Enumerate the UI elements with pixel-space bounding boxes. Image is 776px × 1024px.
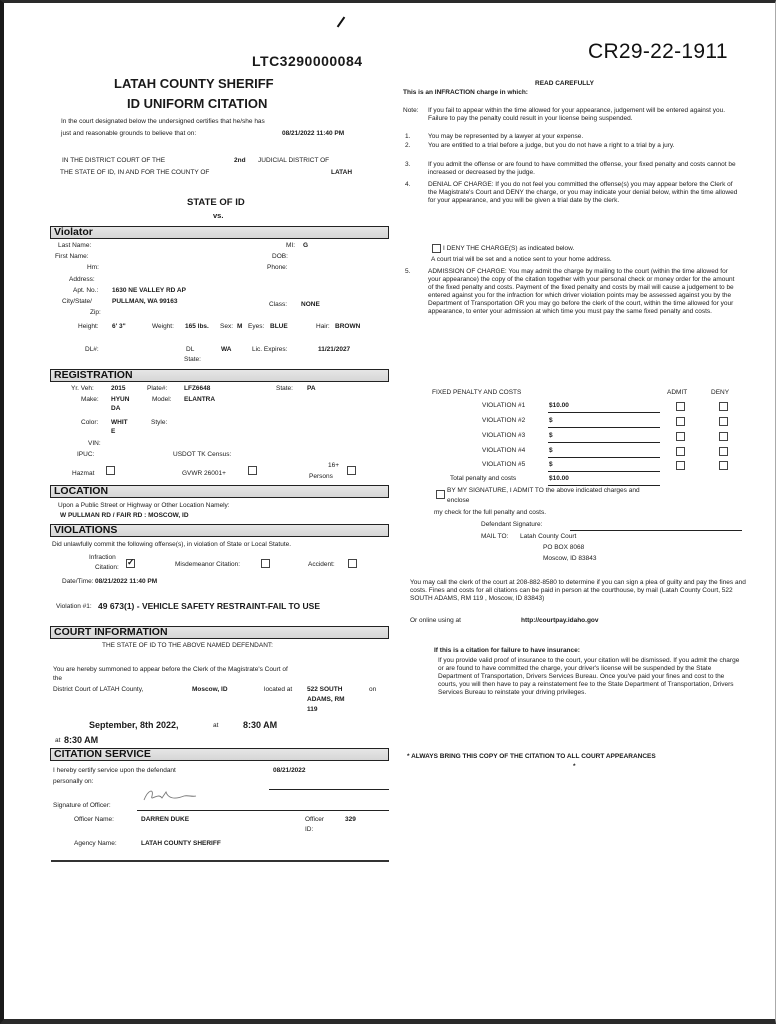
- state-value: PA: [307, 385, 316, 392]
- admit-column-header: ADMIT: [667, 389, 688, 396]
- defendant-signature-line[interactable]: [570, 530, 742, 531]
- weight-label: Weight:: [152, 323, 174, 330]
- violation-3-admit-checkbox[interactable]: [676, 432, 685, 441]
- item-2-text: You are entitled to a trial before a judge, but you do not have a right to a trial by a jury.: [428, 142, 675, 149]
- agency-title: LATAH COUNTY SHERIFF: [114, 76, 274, 91]
- court-section-header: COURT INFORMATION: [50, 626, 389, 639]
- color-value-b: E: [111, 428, 116, 435]
- infraction-subheading: This is an INFRACTION charge in which:: [403, 89, 528, 96]
- violation-4-admit-checkbox[interactable]: [676, 447, 685, 456]
- plate-label: Plate#:: [147, 385, 168, 392]
- weight-value: 165 lbs.: [185, 323, 209, 330]
- city-value: PULLMAN, WA 99163: [112, 298, 178, 305]
- violation-3-penalty-label: VIOLATION #3: [482, 432, 526, 439]
- online-label: Or online using at: [410, 617, 461, 624]
- state-label: State:: [276, 385, 293, 392]
- gvwr-label: GVWR 26001+: [182, 470, 226, 477]
- eyes-value: BLUE: [270, 323, 288, 330]
- form-title: ID UNIFORM CITATION: [127, 96, 268, 111]
- infraction-label-a: Infraction: [89, 554, 116, 561]
- mail-to-line-3: Moscow, ID 83843: [543, 555, 597, 562]
- violation-1-label: Violation #1:: [56, 603, 92, 610]
- court-address-a: 522 SOUTH: [307, 686, 343, 693]
- court-line-1b: JUDICIAL DISTRICT OF: [258, 157, 330, 164]
- insurance-heading: If this is a citation for failure to have insurance:: [434, 647, 580, 654]
- officer-id: 329: [345, 816, 356, 823]
- admit-signature-checkbox[interactable]: [436, 490, 445, 499]
- violation-3-penalty-amount: $: [549, 432, 553, 439]
- hm-label: Hm:: [87, 264, 99, 271]
- infraction-checkbox[interactable]: [126, 559, 135, 568]
- court-line-1a: IN THE DISTRICT COURT OF THE: [62, 157, 166, 164]
- location-section-header: LOCATION: [50, 485, 389, 498]
- phone-label: Phone:: [267, 264, 288, 271]
- court-county: LATAH: [331, 169, 353, 176]
- state-of: STATE OF ID: [187, 197, 245, 208]
- penalty-line-1: [548, 412, 660, 413]
- court-city: Moscow, ID: [192, 686, 228, 693]
- item-2-num: 2.: [405, 142, 411, 149]
- item-1-num: 1.: [405, 133, 411, 140]
- violation-4-deny-checkbox[interactable]: [719, 447, 728, 456]
- footer-star: *: [573, 763, 576, 770]
- violation-2-deny-checkbox[interactable]: [719, 417, 728, 426]
- service-date-line: [269, 789, 389, 790]
- lic-expires-label: Lic. Expires:: [252, 346, 288, 353]
- violation-1-penalty-amount: $10.00: [549, 402, 569, 409]
- note-text: If you fail to appear within the time allowed for your appearance, judgement will be entered against you. Failure to pay the penalty could result in your license being suspended.: [428, 107, 726, 122]
- service-certify-b: personally on:: [53, 778, 94, 785]
- court-line-2: THE STATE OF ID, IN AND FOR THE COUNTY OF: [60, 169, 210, 176]
- gvwr-checkbox[interactable]: [248, 466, 257, 475]
- deny-column-header: DENY: [711, 389, 730, 396]
- yr-label: Yr. Veh:: [71, 385, 94, 392]
- make-value-b: DA: [111, 405, 121, 412]
- violation-5-penalty-amount: $: [549, 461, 553, 468]
- service-section-header: CITATION SERVICE: [50, 748, 389, 761]
- eyes-label: Eyes:: [248, 323, 265, 330]
- note-label: Note:: [403, 107, 419, 114]
- mi-label: MI:: [286, 242, 296, 249]
- item-5-num: 5.: [405, 268, 411, 275]
- violation-2-penalty-label: VIOLATION #2: [482, 417, 526, 424]
- violation-1-penalty-label: VIOLATION #1: [482, 402, 526, 409]
- penalty-line-3: [548, 442, 660, 443]
- mi-value: G: [303, 242, 309, 249]
- mail-to-line-2: PO BOX 8068: [543, 544, 585, 551]
- located-at-label: located at: [264, 686, 293, 693]
- dl-label: DL#:: [85, 346, 99, 353]
- class-value: NONE: [301, 301, 320, 308]
- height-value: 6' 3": [112, 323, 126, 330]
- deny-charges-label: I DENY THE CHARGE(S) as indicated below.: [443, 245, 575, 252]
- court-heading: THE STATE OF ID TO THE ABOVE NAMED DEFENDANT:: [102, 642, 273, 649]
- misdemeanor-label: Misdemeanor Citation:: [175, 561, 241, 568]
- apt-label: Apt. No.:: [73, 287, 99, 294]
- court-address-c: 119: [307, 706, 318, 713]
- signature-label: Signature of Officer:: [53, 802, 111, 809]
- agency-name: LATAH COUNTY SHERIFF: [141, 840, 221, 847]
- officer-name: DARREN DUKE: [141, 816, 190, 823]
- dl-state-label-2: State:: [184, 356, 201, 363]
- insurance-text: If you provide valid proof of insurance to the court, your citation will be dismissed. If you admit the charge or are found to have committed the charge, your driver's license will be suspended by the State Department of Transportation, Drivers Services Bureau. Once you've paid your fines and cost to the courts, you will then have to pay a reinstatement fee to the State Department of Transportation, Drivers Services Bureau to reinstate your driving privileges.: [438, 657, 740, 696]
- style-label: Style:: [151, 419, 168, 426]
- contact-text: You may call the clerk of the court at 208-882-8580 to determine if you can sign a plea of guilty and pay the fines and costs. Fines and costs for all citations can be paid in person at the courthouse, by mail (Latah County Court, 522 SOUTH ADAMS, RM 119 , Moscow, ID 83843): [410, 579, 746, 602]
- case-number: CR29-22-1911: [588, 40, 728, 63]
- violation-5-penalty-label: VIOLATION #5: [482, 461, 526, 468]
- certify-line-1: In the court designated below the undersigned certifies that he/she has: [61, 118, 265, 125]
- model-value: ELANTRA: [184, 396, 216, 403]
- penalty-line-2: [548, 427, 660, 428]
- court-time: 8:30 AM: [243, 720, 278, 730]
- city-label: City/State/: [62, 298, 92, 305]
- class-label: Class:: [269, 301, 288, 308]
- violation-2-penalty-amount: $: [549, 417, 553, 424]
- certify-line-2: just and reasonable grounds to believe that on:: [61, 130, 197, 137]
- make-value-a: HYUN: [111, 396, 130, 403]
- court-at-label-2: at: [55, 737, 61, 744]
- total-penalty-amount: $10.00: [549, 475, 569, 482]
- misdemeanor-checkbox[interactable]: [261, 559, 270, 568]
- apt-value: 1630 NE VALLEY RD AP: [112, 287, 186, 294]
- violator-section-header: Violator: [50, 226, 389, 239]
- officer-id-label-a: Officer: [305, 816, 325, 823]
- service-date: 08/21/2022: [273, 767, 306, 774]
- certify-datetime: 08/21/2022 11:40 PM: [282, 130, 345, 137]
- hazmat-label: Hazmat: [72, 470, 95, 477]
- officer-signature: [140, 786, 200, 804]
- summon-line-2: District Court of LATAH County,: [53, 686, 144, 693]
- violation-1-text: 49 673(1) - VEHICLE SAFETY RESTRAINT-FAIL TO USE: [98, 601, 320, 611]
- location-label: Upon a Public Street or Highway or Other Location Namely:: [58, 502, 230, 509]
- on-label: on: [369, 686, 377, 693]
- violation-5-admit-checkbox[interactable]: [676, 461, 685, 470]
- penalty-line-5: [548, 471, 660, 472]
- item-4-text: DENIAL OF CHARGE: If you do not feel you committed the offense(s) you may appear before the Clerk of the Magistrate's Court and DENY the charge, or you may indicate your denial below, within the time allowed for your appearance, and you will be given a trial date by the clerk.: [428, 181, 738, 204]
- plate-value: LFZ6648: [184, 385, 211, 392]
- violation-1-deny-checkbox[interactable]: [719, 402, 728, 411]
- mail-to-label: MAIL TO:: [481, 533, 509, 540]
- violation-5-deny-checkbox[interactable]: [719, 461, 728, 470]
- color-label: Color:: [81, 419, 99, 426]
- court-date: September, 8th 2022,: [89, 720, 179, 730]
- vin-label: VIN:: [88, 440, 101, 447]
- sex-value: M: [237, 323, 243, 330]
- violations-intro: Did unlawfully commit the following offense(s), in violation of State or Local Statute.: [52, 541, 292, 548]
- color-value-a: WHIT: [111, 419, 128, 426]
- height-label: Height:: [78, 323, 99, 330]
- read-carefully-heading: READ CAREFULLY: [535, 80, 594, 87]
- summon-line-1b: the: [53, 675, 63, 682]
- officer-id-label-b: ID:: [305, 826, 314, 833]
- penalty-heading: FIXED PENALTY AND COSTS: [432, 389, 522, 396]
- bottom-rule: [51, 860, 389, 862]
- hair-value: BROWN: [335, 323, 361, 330]
- registration-section-header: REGISTRATION: [50, 369, 389, 382]
- last-name-label: Last Name:: [58, 242, 92, 249]
- defendant-signature-label: Defendant Signature:: [481, 521, 543, 528]
- accident-checkbox[interactable]: [348, 559, 357, 568]
- dl-state-label: DL: [186, 346, 195, 353]
- court-time-2: 8:30 AM: [64, 735, 99, 745]
- footer-notice: * ALWAYS BRING THIS COPY OF THE CITATION TO ALL COURT APPEARANCES: [407, 753, 656, 760]
- accident-label: Accident:: [308, 561, 335, 568]
- make-label: Make:: [81, 396, 99, 403]
- persons-label-b: Persons: [309, 473, 333, 480]
- admit-statement-c: my check for the full penalty and costs.: [434, 509, 546, 516]
- item-1-text: You may be represented by a lawyer at your expense.: [428, 133, 584, 140]
- item-5-text: ADMISSION OF CHARGE: You may admit the charge by mailing to the court (within the time allowed for your appearance) the copy of the citation together with your personal check or money order for the amount of the fixed penalty and costs. Payment of the fixed penalty and costs by mail will cause a judgement to be entered against you for the infraction for which driver violation points may be assessed against you by the Department of Transportation OR you may go before the clerk of the court, within the time allowed for your appearance, to enter your admission at which time you must pay the same fixed penalty and costs.: [428, 268, 735, 315]
- versus: vs.: [213, 211, 224, 220]
- lic-expires-value: 11/21/2027: [318, 346, 351, 353]
- violation-2-admit-checkbox[interactable]: [676, 417, 685, 426]
- summon-line-1: You are hereby summoned to appear before the Clerk of the Magistrate's Court of: [53, 666, 288, 673]
- violation-4-penalty-label: VIOLATION #4: [482, 447, 526, 454]
- court-address-b: ADAMS, RM: [307, 696, 345, 703]
- violation-datetime: 08/21/2022 11:40 PM: [95, 578, 158, 585]
- deny-note: A court trial will be set and a notice sent to your home address.: [431, 256, 612, 263]
- mail-to-line-1: Latah County Court: [520, 533, 577, 540]
- violation-datetime-label: Date/Time:: [62, 578, 94, 585]
- violation-1-admit-checkbox[interactable]: [676, 402, 685, 411]
- court-at-label: at: [213, 722, 219, 729]
- officer-name-label: Officer Name:: [74, 816, 114, 823]
- item-4-num: 4.: [405, 181, 411, 188]
- address-label: Address:: [69, 276, 95, 283]
- violation-4-penalty-amount: $: [549, 447, 553, 454]
- hair-label: Hair:: [316, 323, 330, 330]
- location-value: W PULLMAN RD / FAIR RD : MOSCOW, ID: [60, 512, 189, 519]
- dl-state-value: WA: [221, 346, 232, 353]
- service-certify-a: I hereby certify service upon the defendant: [53, 767, 176, 774]
- violation-3-deny-checkbox[interactable]: [719, 432, 728, 441]
- agency-label: Agency Name:: [74, 840, 117, 847]
- item-3-num: 3.: [405, 161, 411, 168]
- usdot-label: USDOT TK Census:: [173, 451, 232, 458]
- zip-label: Zip:: [90, 309, 101, 316]
- item-3-text: If you admit the offense or are found to have committed the offense, your fixed penalty and costs cannot be increased or decreased by the judge.: [428, 161, 736, 176]
- hazmat-checkbox[interactable]: [106, 466, 115, 475]
- admit-statement-a: BY MY SIGNATURE, I ADMIT TO the above indicated charges and: [447, 487, 640, 494]
- model-label: Model:: [152, 396, 172, 403]
- persons-label-a: 16+: [328, 462, 340, 469]
- violations-section-header: VIOLATIONS: [50, 524, 389, 537]
- yr-value: 2015: [111, 385, 126, 392]
- online-url[interactable]: http://courtpay.idaho.gov: [521, 617, 599, 624]
- first-name-label: First Name:: [55, 253, 89, 260]
- total-line: [548, 485, 660, 486]
- admit-statement-b: enclose: [447, 497, 470, 504]
- dob-label: DOB:: [272, 253, 288, 260]
- infraction-label-b: Citation:: [95, 564, 119, 571]
- persons-checkbox[interactable]: [347, 466, 356, 475]
- citation-number: LTC3290000084: [252, 53, 363, 69]
- total-penalty-label: Total penalty and costs: [450, 475, 517, 482]
- sex-label: Sex:: [220, 323, 234, 330]
- penalty-line-4: [548, 457, 660, 458]
- deny-charges-checkbox[interactable]: [432, 244, 441, 253]
- court-district: 2nd: [234, 157, 246, 164]
- ipuc-label: IPUC:: [77, 451, 95, 458]
- signature-line: [137, 810, 389, 811]
